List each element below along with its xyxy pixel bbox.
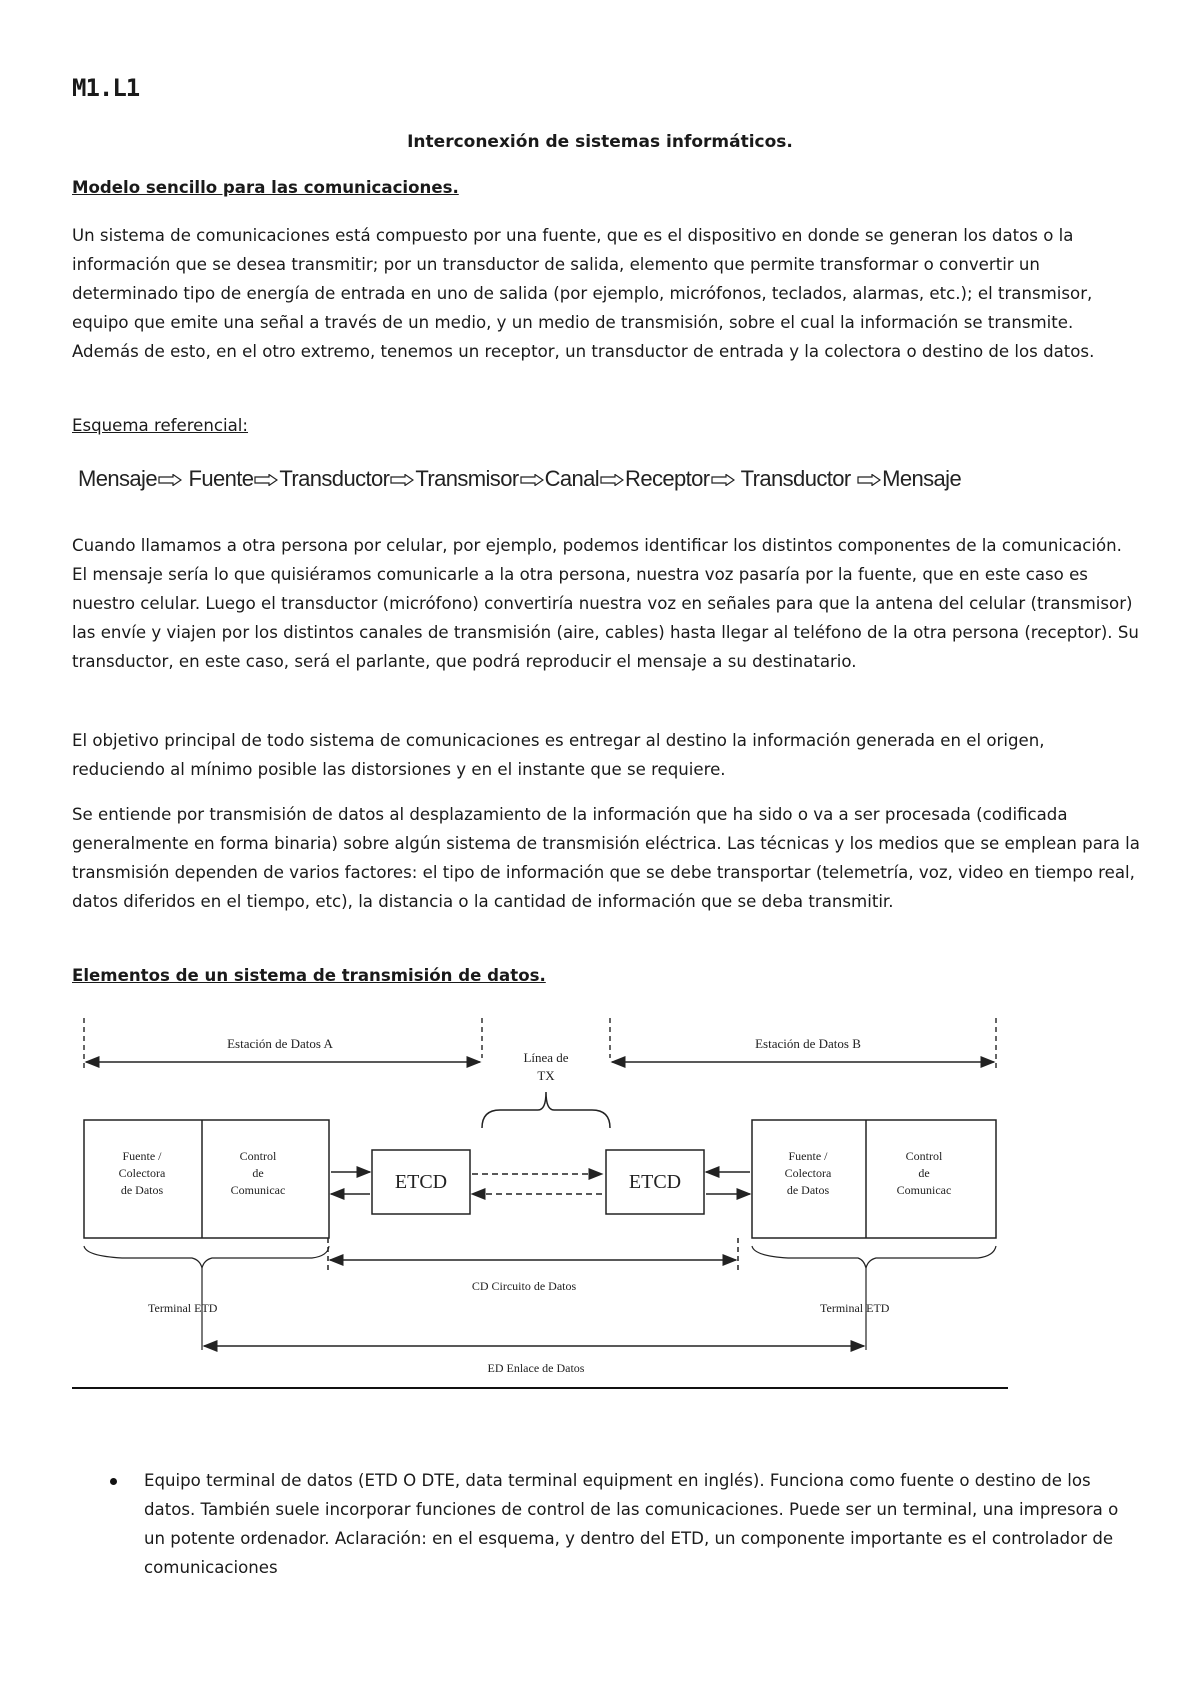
flow-arrow-icon xyxy=(520,474,544,486)
control-label: de xyxy=(918,1166,930,1180)
communication-flow-schema xyxy=(78,466,961,492)
flow-arrow-icon xyxy=(857,474,881,486)
paragraph-model-description: Un sistema de comunicaciones está compuesto por una fuente, que es el dispositivo en donde se generan los datos o la información que se desea transmitir; por un transductor de salida, elemento que permite transformar o convertir un determinado tipo de energía de entrada en uno de salida (por ejemplo, micrófonos, teclados, alarmas, etc.); el transmisor, equipo que emite una señal a través de un medio, y un medio de transmisión, sobre el cual la información se transmite. Además de esto, en el otro extremo, tenemos un receptor, un transductor de entrada y la colectora o destino de los datos. xyxy=(72,226,1095,361)
station-b-label: Estación de Datos B xyxy=(755,1036,861,1051)
link-label: ED Enlace de Datos xyxy=(487,1361,585,1375)
control-label: Comunicac xyxy=(896,1183,952,1197)
flow-step: Transmisor xyxy=(415,466,519,491)
control-label: Control xyxy=(239,1149,277,1163)
station-a-label: Estación de Datos A xyxy=(227,1036,333,1051)
flow-step: Fuente xyxy=(188,466,254,491)
terminal-etd-label: Terminal ETD xyxy=(820,1301,890,1315)
flow-arrow-icon xyxy=(711,474,735,486)
terminal-b-brace xyxy=(752,1246,996,1268)
source-label: Colectora xyxy=(118,1166,166,1180)
bullet-list xyxy=(72,1466,1140,1582)
control-label: Comunicac xyxy=(230,1183,286,1197)
section-heading-elements: Elementos de un sistema de transmisión de datos. xyxy=(72,966,546,985)
flow-step: Mensaje xyxy=(882,466,962,491)
terminal-etd-label: Terminal ETD xyxy=(148,1301,218,1315)
bullet-icon xyxy=(110,1478,117,1485)
paragraph-data-transmission: Se entiende por transmisión de datos al desplazamiento de la información que ha sido o va a ser procesada (codificada generalmente en forma binaria) sobre algún sistema de transmisión eléctrica. Las técnicas y los medios que se emplean para la transmisión dependen de varios factores: el tipo de información que se debe transportar (telemetría, voz, video en tiempo real, datos diferidos en el tiempo, etc), la distancia o la cantidad de información que se deba transmitir. xyxy=(72,805,1140,911)
source-label: Fuente / xyxy=(788,1149,828,1163)
flow-arrow-icon xyxy=(390,474,414,486)
terminal-a-brace xyxy=(84,1246,329,1268)
source-label: Fuente / xyxy=(122,1149,162,1163)
etcd-label: ETCD xyxy=(628,1171,682,1193)
paragraph-objective: El objetivo principal de todo sistema de comunicaciones es entregar al destino la información generada en el origen, reduciendo al mínimo posible las distorsiones y en el instante que se requiere. xyxy=(72,731,1045,779)
flow-step: Mensaje xyxy=(78,466,157,491)
line-tx-brace xyxy=(482,1092,610,1128)
section-heading-schema: Esquema referencial: xyxy=(72,416,249,435)
transmission-system-diagram xyxy=(72,1010,1008,1410)
list-item xyxy=(72,1466,1140,1582)
list-item-text: Equipo terminal de datos (ETD O DTE, data terminal equipment en inglés). Funciona como fuente o destino de los datos. También suele incorporar funciones de control de las comunicaciones. Puede ser un terminal, una impresora o un potente ordenador. Aclaración: en el esquema, y dentro del ETD, un componente importante es el controlador de comunicaciones xyxy=(144,1471,1119,1577)
document-id: M1.L1 xyxy=(72,74,140,102)
source-label: de Datos xyxy=(120,1183,164,1197)
flow-arrow-icon xyxy=(158,474,182,486)
flow-step: Transductor xyxy=(740,466,851,491)
flow-arrow-icon xyxy=(254,474,278,486)
source-label: de Datos xyxy=(786,1183,830,1197)
flow-step: Receptor xyxy=(625,466,710,491)
paragraph-phone-example: Cuando llamamos a otra persona por celular, por ejemplo, podemos identificar los distintos componentes de la comunicación. El mensaje sería lo que quisiéramos comunicarle a la otra persona, nuestra voz pasaría por la fuente, que en este caso es nuestro celular. Luego el transductor (micrófono) convertiría nuestra voz en señales para que la antena del celular (transmisor) las envíe y viajen por los distintos canales de transmisión (aire, cables) hasta llegar al teléfono de la otra persona (receptor). Su transductor, en este caso, será el parlante, que podrá reproducir el mensaje a su destinatario. xyxy=(72,536,1139,671)
section-heading-model: Modelo sencillo para las comunicaciones. xyxy=(72,178,459,197)
control-label: Control xyxy=(905,1149,943,1163)
source-label: Colectora xyxy=(784,1166,832,1180)
line-tx-label: Línea de xyxy=(523,1050,569,1065)
page-title: Interconexión de sistemas informáticos. xyxy=(407,132,793,152)
flow-step: Transductor xyxy=(279,466,390,491)
circuit-label: CD Circuito de Datos xyxy=(471,1279,577,1293)
line-tx-label: TX xyxy=(537,1068,555,1083)
flow-step: Canal xyxy=(544,466,600,491)
etcd-label: ETCD xyxy=(394,1171,448,1193)
control-label: de xyxy=(252,1166,264,1180)
flow-arrow-icon xyxy=(600,474,624,486)
